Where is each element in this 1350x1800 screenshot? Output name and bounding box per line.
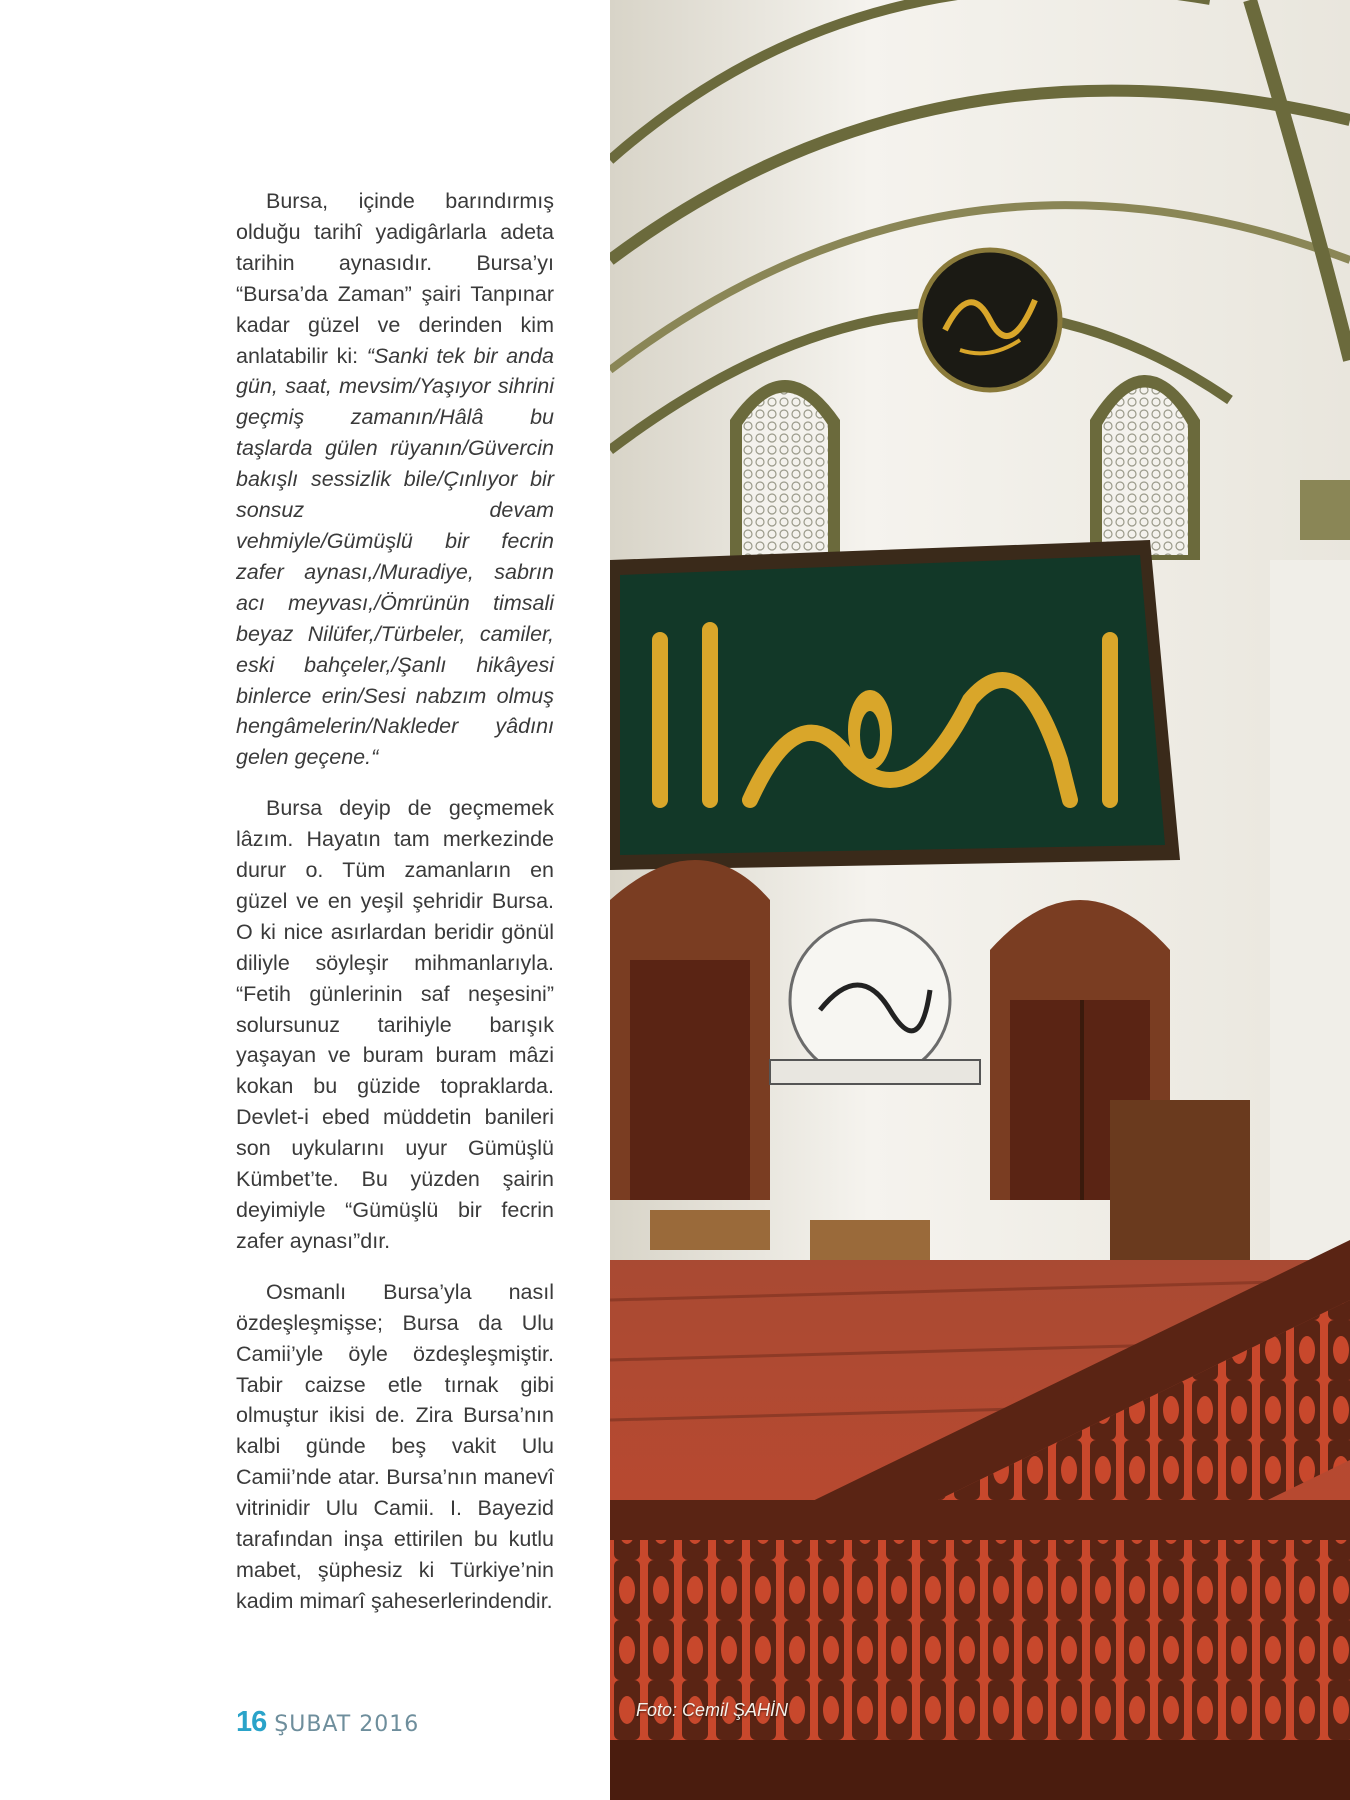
page-footer: [236, 1706, 419, 1746]
photo-credit: Foto: Cemil ŞAHİN: [636, 1700, 789, 1720]
page-number: 16: [236, 1706, 267, 1738]
issue-date: ŞUBAT 2016: [274, 1712, 420, 1737]
paragraph-2-text: Bursa deyip de geçmemek lâzım. Hayatın tam merkezinde durur o. Tüm zamanların en güzel ve en yeşil şehridir Bursa. O ki nice asırlardan beridir gönül diliyle söyleşir mihmanlarıyla. “Fetih günlerinin saf neşesini” solursunuz tarihiyle barışık yaşayan ve buram buram mâzi kokan bu güzide topraklarda. Devlet-i ebed müddetin banileri son uykularını uyur Gümüşlü Kümbet’te. Bu yüzden şairin deyimiyle “Gümüşlü bir fecrin zafer aynası”dır.: [236, 796, 554, 1253]
article-paragraph-2: [236, 793, 554, 1257]
paragraph-1-intro: Bursa, içinde barındırmış olduğu tarihî yadigârlarla adeta tarihin aynasıdır. Bursa’yı “Bursa’da Zaman” şairi Tanpınar kadar güzel ve derinden kim anlatabilir ki:: [236, 189, 554, 368]
article-body: [236, 186, 554, 1637]
calligraphy-roundel-icon: [920, 250, 1060, 390]
article-paragraph-1: [236, 186, 554, 773]
article-paragraph-3: [236, 1277, 554, 1617]
paragraph-3-text: Osmanlı Bursa’yla nasıl özdeşleşmişse; Bursa da Ulu Camii’yle öyle özdeşleşmiştir. Tabir caizse etle tırnak gibi olmuştur ikisi de. Zira Bursa’nın kalbi günde beş vakit Ulu Camii’nde atar. Bursa’nın manevî vitrinidir Ulu Camii. I. Bayezid tarafından inşa ettirilen bu kutlu mabet, şüphesiz ki Türkiye’nin kadim mimarî şaheserlerindendir.: [236, 1279, 554, 1613]
mosque-interior-photo: [610, 0, 1350, 1800]
tanpinar-quote: “Sanki tek bir anda gün, saat, mevsim/Yaşıyor sihrini geçmiş zamanın/Hâlâ bu taşlarda gülen rüyanın/Güvercin bakışlı sessizlik bile/Çınlıyor bir sonsuz devam vehmiyle/Gümüşlü bir fecrin zafer aynası,/Muradiye, sabrın acı meyvası,/Ömrünün timsali beyaz Nilüfer,/Türbeler, camiler, eski bahçeler,/Şanlı hikâyesi binlerce erin/Sesi nabzım olmuş hengâmelerin/Nakleder yâdını gelen geçene.“: [236, 343, 554, 770]
calligraphy-panel-icon: [610, 540, 1180, 870]
